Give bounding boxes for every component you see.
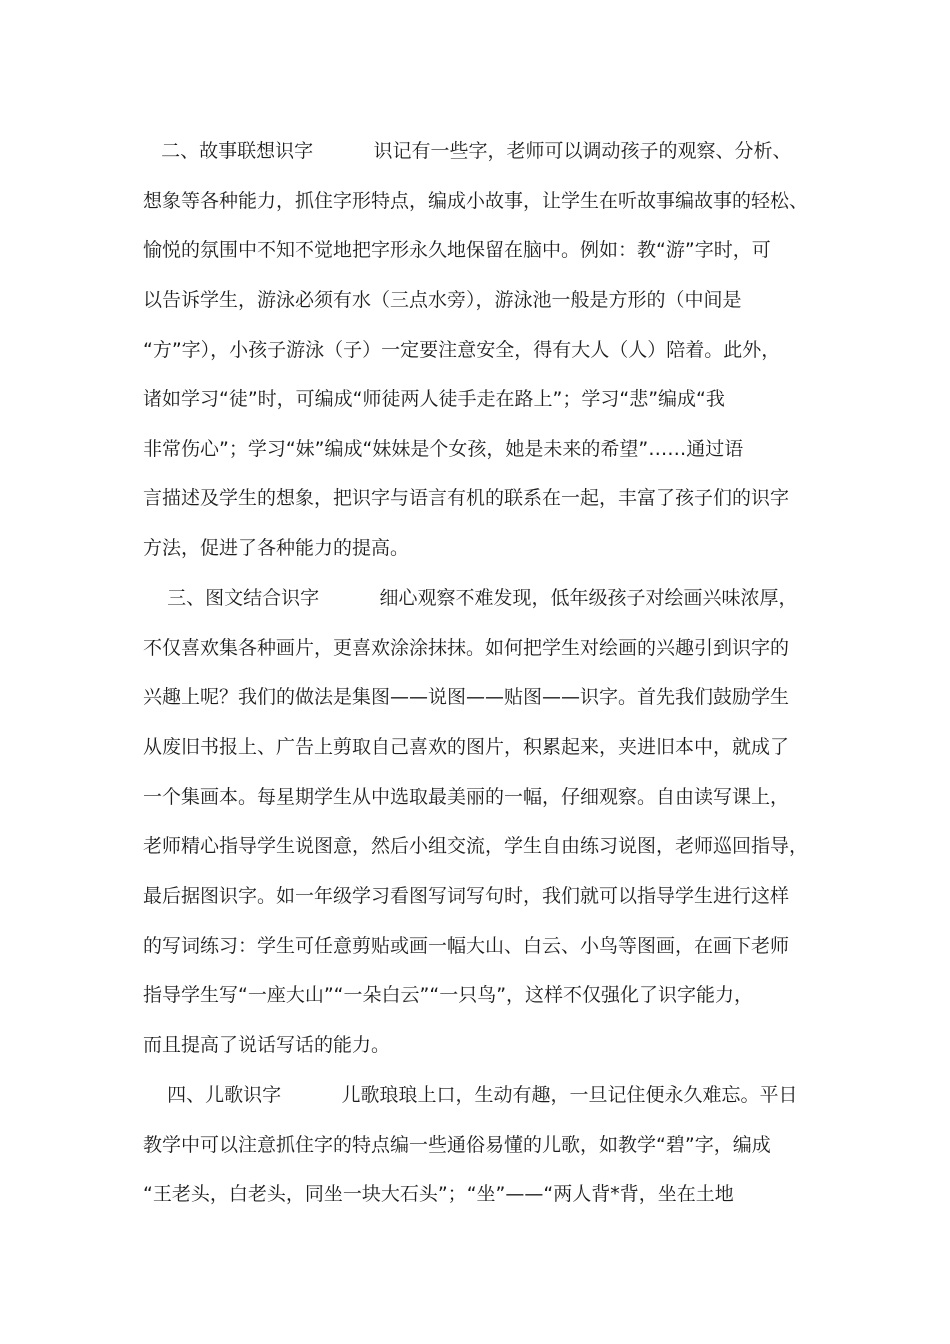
- text-line: 四、儿歌识字 儿歌琅琅上口，生动有趣，一旦记住便永久难忘。平日: [143, 1084, 798, 1106]
- text-line: 言描述及学生的想象，把识字与语言有机的联系在一起，丰富了孩子们的识字: [143, 487, 790, 509]
- text-line: 兴趣上呢？我们的做法是集图——说图——贴图——识字。首先我们鼓励学生: [143, 686, 790, 708]
- text-line: 愉悦的氛围中不知不觉地把字形永久地保留在脑中。例如：教“游”字时，可: [143, 239, 771, 261]
- text-line: “方”字），小孩子游泳（子）一定要注意安全，得有大人（人）陪着。此外，: [143, 339, 781, 361]
- text-line: 从废旧书报上、广告上剪取自己喜欢的图片，积累起来，夹进旧本中，就成了: [143, 736, 790, 758]
- text-line: 非常伤心”；学习“妹”编成“妹妹是个女孩，她是未来的希望”……通过语: [143, 438, 744, 460]
- text-line: 一个集画本。每星期学生从中选取最美丽的一幅，仔细观察。自由读写课上，: [143, 786, 790, 808]
- text-line: 想象等各种能力，抓住字形特点，编成小故事，让学生在听故事编故事的轻松、: [143, 190, 809, 212]
- text-line: 老师精心指导学生说图意，然后小组交流，学生自由练习说图，老师巡回指导，: [143, 835, 809, 857]
- text-line: 三、图文结合识字 细心观察不难发现，低年级孩子对绘画兴味浓厚，: [143, 587, 798, 609]
- text-line: 不仅喜欢集各种画片，更喜欢涂涂抹抹。如何把学生对绘画的兴趣引到识字的: [143, 637, 790, 659]
- text-line: 方法，促进了各种能力的提高。: [143, 537, 410, 559]
- text-line: “王老头，白老头，同坐一块大石头”；“坐”——“两人背*背，坐在土地: [143, 1183, 734, 1205]
- text-line: 诸如学习“徒”时，可编成“师徒两人徒手走在路上”；学习“悲”编成“我: [143, 388, 725, 410]
- text-line: 指导学生写“一座大山”“一朵白云”“一只鸟”，这样不仅强化了识字能力，: [143, 984, 754, 1006]
- text-line: 以告诉学生，游泳必须有水（三点水旁），游泳池一般是方形的（中间是: [143, 289, 742, 311]
- text-line: 的写词练习：学生可任意剪贴或画一幅大山、白云、小鸟等图画，在画下老师: [143, 935, 790, 957]
- text-line: 教学中可以注意抓住字的特点编一些通俗易懂的儿歌，如教学“碧”字，编成: [143, 1134, 771, 1156]
- text-line: 而且提高了说话写话的能力。: [143, 1034, 391, 1056]
- text-line: 最后据图识字。如一年级学习看图写词写句时，我们就可以指导学生进行这样: [143, 885, 790, 907]
- text-line: 二、故事联想识字 识记有一些字，老师可以调动孩子的观察、分析、: [143, 140, 792, 162]
